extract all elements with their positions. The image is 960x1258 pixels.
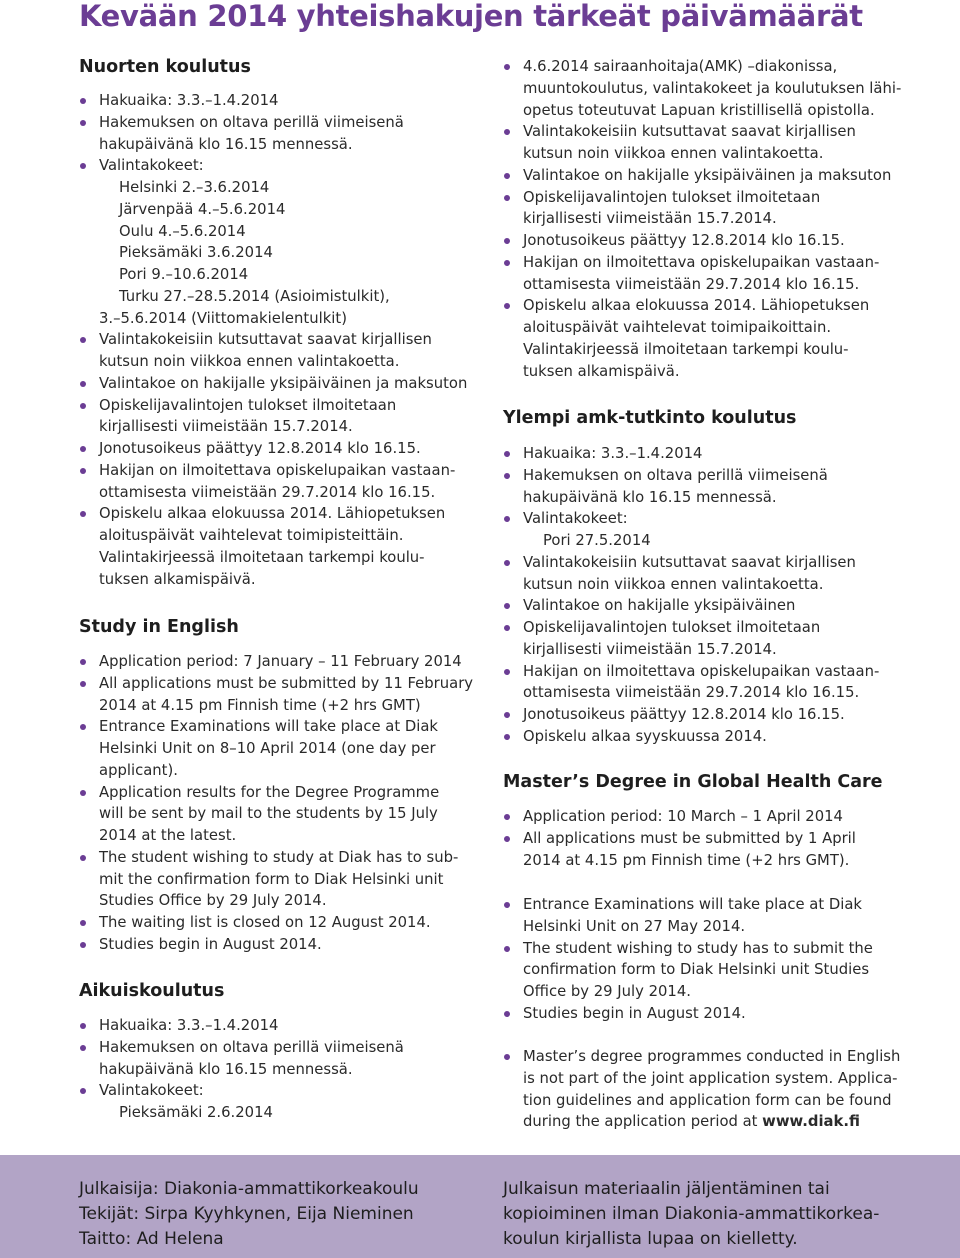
section-heading-masters: Master’s Degree in Global Health Care bbox=[503, 772, 883, 792]
list-item: Hakemuksen on oltava perillä viimeisenä hakupäivänä klo 16.15 mennessä. bbox=[79, 112, 467, 156]
list-item: Hakemuksen on oltava perillä viimeisenä hakupäivänä klo 16.15 mennessä. bbox=[503, 465, 879, 509]
list-item: Application period: 7 January – 11 February 2014 bbox=[79, 651, 473, 673]
list-item: Hakemuksen on oltava perillä viimeisenä hakupäivänä klo 16.15 mennessä. bbox=[79, 1037, 404, 1081]
list-item: Jonotusoikeus päättyy 12.8.2014 klo 16.15. bbox=[79, 438, 467, 460]
list-item: Valintakirjeessä ilmoitetaan tarkempi koulu- tuksen alkamispäivä. bbox=[523, 340, 849, 380]
list-item: Opiskelu alkaa elokuussa 2014. Lähiopetuksen aloituspäivät vaihtelevat toimipisteittäin. bbox=[79, 503, 467, 547]
list-item: Valintakokeisiin kutsuttavat saavat kirjallisen kutsun noin viikkoa ennen valintakoetta. bbox=[503, 552, 879, 596]
sairaanhoitaja-list bbox=[503, 56, 901, 382]
list-subitem: Helsinki 2.–3.6.2014 bbox=[119, 179, 270, 196]
list-item: 4.6.2014 sairaanhoitaja(AMK) –diakonissa, muuntokoulutus, valintakokeet ja koulutuksen lähi- opetus toteutuvat Lapuan kristillisellä opistolla. bbox=[503, 56, 901, 121]
list-item: The student wishing to study has to submit the confirmation form to Diak Helsinki unit Studies Office by 29 July 2014. bbox=[503, 938, 873, 1003]
section-heading-ylempi-amk: Ylempi amk-tutkinto koulutus bbox=[503, 408, 797, 428]
list-item: Valintakokeet: bbox=[79, 1080, 404, 1102]
diak-website-link[interactable]: www.diak.fi bbox=[762, 1113, 860, 1131]
list-subitem: Turku 27.–28.5.2014 (Asioimistulkit), bbox=[119, 287, 390, 305]
ylempi-amk-list bbox=[503, 443, 879, 748]
list-item: Valintakokeet: bbox=[503, 508, 879, 530]
footer-copyright-notice: Julkaisun materiaalin jäljentäminen tai kopioiminen ilman Diakonia-ammattikorkea- koulun kirjallista lupaa on kielletty. bbox=[503, 1179, 880, 1249]
list-item: Entrance Examinations will take place at Diak Helsinki Unit on 8–10 April 2014 (one day per applicant). bbox=[79, 716, 473, 781]
section-heading-study-in-english: Study in English bbox=[79, 617, 239, 637]
list-item: Valintakoe on hakijalle yksipäiväinen bbox=[503, 595, 879, 617]
list-item: Hakuaika: 3.3.–1.4.2014 bbox=[79, 1015, 404, 1037]
list-item: Hakuaika: 3.3.–1.4.2014 bbox=[79, 90, 467, 112]
list-subitem: Järvenpää 4.–5.6.2014 bbox=[119, 200, 286, 218]
study-in-english-list bbox=[79, 651, 473, 956]
page-title: Kevään 2014 yhteishakujen tärkeät päivämäärät bbox=[79, 0, 863, 33]
list-item: Valintakokeet: bbox=[79, 155, 467, 177]
list-subitem: Pieksämäki 3.6.2014 bbox=[119, 244, 273, 262]
masters-list-a bbox=[503, 806, 856, 871]
nuorten-list bbox=[79, 90, 467, 590]
list-item: Jonotusoikeus päättyy 12.8.2014 klo 16.15. bbox=[503, 230, 901, 252]
list-item: Studies begin in August 2014. bbox=[503, 1003, 873, 1025]
list-item: Opiskelijavalintojen tulokset ilmoitetaan kirjallisesti viimeistään 15.7.2014. bbox=[79, 395, 467, 439]
list-subitem: Pori 27.5.2014 bbox=[543, 532, 651, 549]
list-item: Jonotusoikeus päättyy 12.8.2014 klo 16.15. bbox=[503, 704, 879, 726]
list-item: Valintakoe on hakijalle yksipäiväinen ja maksuton bbox=[503, 165, 901, 187]
list-item: Valintakokeisiin kutsuttavat saavat kirjallisen kutsun noin viikkoa ennen valintakoetta. bbox=[503, 121, 901, 165]
list-item: Opiskelu alkaa elokuussa 2014. Lähiopetuksen aloituspäivät vaihtelevat toimipaikoittain. bbox=[503, 295, 901, 339]
list-subitem: Pieksämäki 2.6.2014 bbox=[119, 1104, 273, 1121]
footer-publisher-info: Julkaisija: Diakonia-ammattikorkeakoulu Tekijät: Sirpa Kyyhkynen, Eija Nieminen Taitto: Ad Helena bbox=[79, 1179, 419, 1249]
list-item: Hakuaika: 3.3.–1.4.2014 bbox=[503, 443, 879, 465]
aikuiskoulutus-list bbox=[79, 1015, 404, 1124]
list-item: Hakijan on ilmoitettava opiskelupaikan vastaan- ottamisesta viimeistään 29.7.2014 klo 16.15. bbox=[79, 460, 467, 504]
section-heading-nuorten: Nuorten koulutus bbox=[79, 57, 251, 77]
section-heading-aikuiskoulutus: Aikuiskoulutus bbox=[79, 981, 225, 1001]
list-item: Entrance Examinations will take place at Diak Helsinki Unit on 27 May 2014. bbox=[503, 894, 873, 938]
list-item: Opiskelu alkaa syyskuussa 2014. bbox=[503, 726, 879, 748]
list-item: Valintakirjeessä ilmoitetaan tarkempi koulu- tuksen alkamispäivä. bbox=[99, 548, 425, 588]
masters-note-text: Master’s degree programmes conducted in English is not part of the joint application system. Applica- tion guidelines and application form can be found during the application period at bbox=[523, 1048, 901, 1131]
list-item: The waiting list is closed on 12 August 2014. bbox=[79, 912, 473, 934]
masters-note bbox=[503, 1046, 900, 1133]
list-item: Hakijan on ilmoitettava opiskelupaikan vastaan- ottamisesta viimeistään 29.7.2014 klo 16.15. bbox=[503, 661, 879, 705]
masters-list-b bbox=[503, 894, 873, 1025]
list-item: Opiskelijavalintojen tulokset ilmoitetaan kirjallisesti viimeistään 15.7.2014. bbox=[503, 617, 879, 661]
list-item: Valintakokeisiin kutsuttavat saavat kirjallisen kutsun noin viikkoa ennen valintakoetta. bbox=[79, 329, 467, 373]
list-item: Valintakoe on hakijalle yksipäiväinen ja maksuton bbox=[79, 373, 467, 395]
list-item: Hakijan on ilmoitettava opiskelupaikan vastaan- ottamisesta viimeistään 29.7.2014 klo 16.15. bbox=[503, 252, 901, 296]
list-item: All applications must be submitted by 1 April 2014 at 4.15 pm Finnish time (+2 hrs GMT). bbox=[503, 828, 856, 872]
list-subitem: Pori 9.–10.6.2014 bbox=[119, 266, 249, 283]
list-item: Application period: 10 March – 1 April 2014 bbox=[503, 806, 856, 828]
list-item: Opiskelijavalintojen tulokset ilmoitetaan kirjallisesti viimeistään 15.7.2014. bbox=[503, 187, 901, 231]
list-subitem: Oulu 4.–5.6.2014 bbox=[119, 222, 246, 240]
footer bbox=[0, 1155, 960, 1258]
list-item: Application results for the Degree Programme will be sent by mail to the students by 15 July 2014 at the latest. bbox=[79, 782, 473, 847]
list-item: 3.–5.6.2014 (Viittomakielentulkit) bbox=[99, 309, 347, 327]
list-item: The student wishing to study at Diak has to sub- mit the confirmation form to Diak Helsinki unit Studies Office by 29 July 2014. bbox=[79, 847, 473, 912]
masters-note-list bbox=[503, 1046, 900, 1133]
list-item: Studies begin in August 2014. bbox=[79, 934, 473, 956]
list-item: All applications must be submitted by 11 February 2014 at 4.15 pm Finnish time (+2 hrs GMT) bbox=[79, 673, 473, 717]
